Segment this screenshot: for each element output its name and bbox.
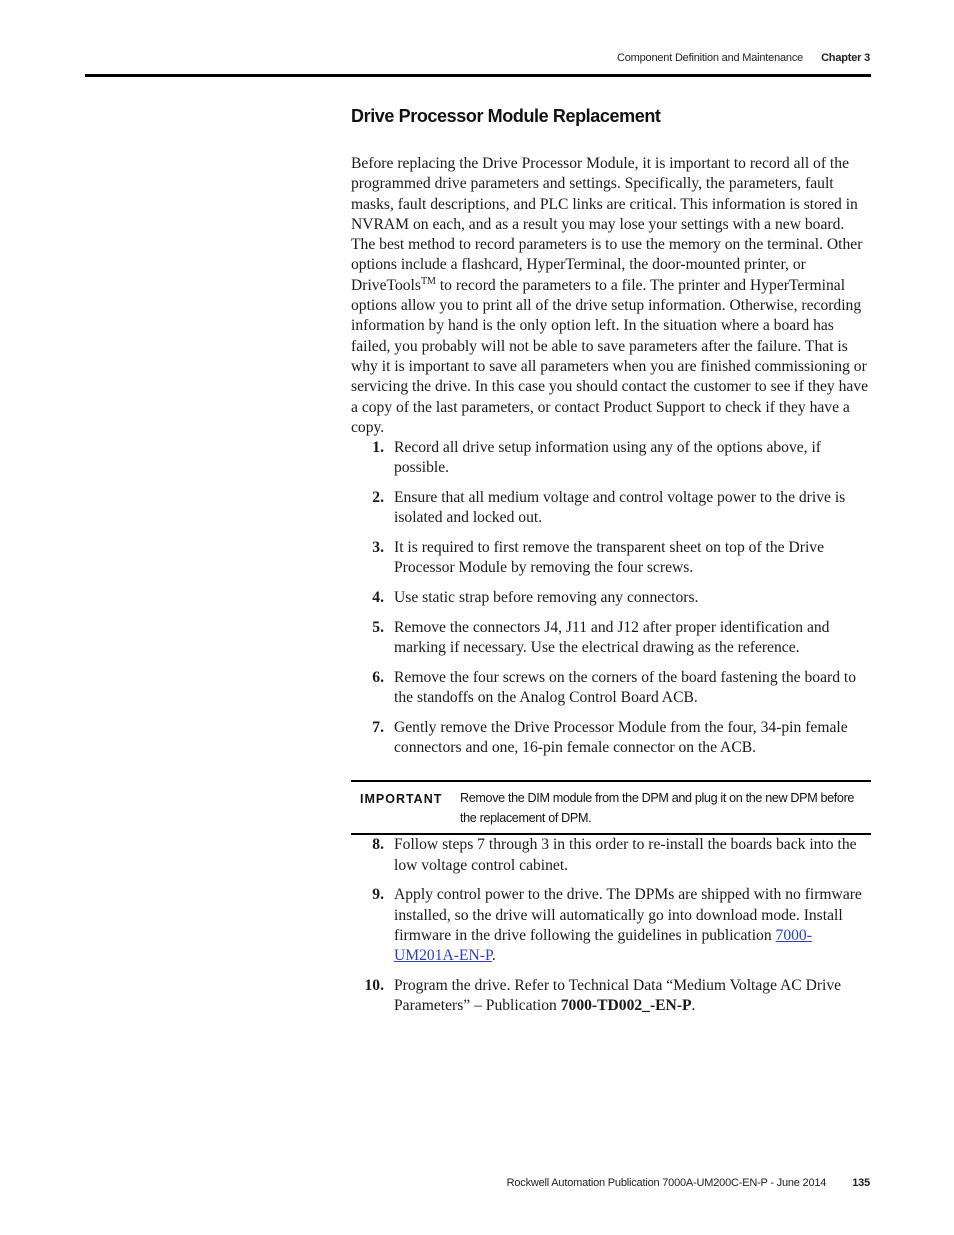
step-text: Use static strap before removing any connectors. bbox=[394, 589, 699, 607]
step-number: 4. bbox=[372, 589, 384, 607]
running-header bbox=[617, 52, 870, 64]
step-number: 3. bbox=[372, 539, 384, 557]
footer-publication: Rockwell Automation Publication 7000A-UM200C-EN-P - June 2014 bbox=[506, 1177, 827, 1189]
step-number: 5. bbox=[372, 618, 384, 636]
intro-text-part2: to record the parameters to a file. The printer and HyperTerminal options allow you to print all of the drive setup information. Otherwise, recording information by hand is the only option left. In the situation where a board has failed, you probably will not be able to save parameters after the failure. That is why it is important to save all parameters when you are finished commissioning or servicing the drive. In this case you should contact the customer to see if they have a copy of the last parameters, or contact Product Support to check if they have a copy. bbox=[351, 276, 869, 436]
list-item bbox=[351, 718, 871, 759]
list-item bbox=[351, 835, 871, 876]
publication-number: 7000-TD002_-EN-P bbox=[560, 997, 692, 1015]
list-item bbox=[351, 488, 871, 529]
step-number: 6. bbox=[372, 668, 384, 686]
page-footer bbox=[507, 1177, 870, 1189]
main-content bbox=[351, 154, 871, 1026]
header-chapter: Chapter 3 bbox=[821, 52, 870, 64]
list-item bbox=[351, 668, 871, 709]
step-number: 1. bbox=[372, 439, 384, 457]
trademark-mark: TM bbox=[420, 275, 436, 287]
step-text-end: . bbox=[491, 947, 496, 965]
step-text: It is required to first remove the transparent sheet on top of the Drive Processor Module by removing the four screws. bbox=[394, 539, 824, 577]
important-label: IMPORTANT bbox=[360, 792, 443, 807]
list-item bbox=[351, 618, 871, 659]
step-text: Ensure that all medium voltage and control voltage power to the drive is isolated and locked out. bbox=[394, 489, 846, 527]
intro-paragraph bbox=[351, 154, 871, 438]
section-title: Drive Processor Module Replacement bbox=[351, 106, 661, 126]
step-text-end: . bbox=[691, 997, 696, 1015]
step-number: 10. bbox=[364, 976, 384, 994]
list-item bbox=[351, 538, 871, 579]
step-text: Record all drive setup information using any of the options above, if possible. bbox=[394, 439, 822, 477]
procedure-steps-list-continued bbox=[351, 835, 871, 1016]
list-item bbox=[351, 438, 871, 479]
list-item bbox=[351, 885, 871, 966]
step-text: Gently remove the Drive Processor Module from the four, 34-pin female connectors and one, 16-pin female connector on the ACB. bbox=[394, 718, 848, 757]
publication-link[interactable]: 7000-UM201A-EN-P bbox=[394, 926, 812, 965]
step-number: 8. bbox=[372, 836, 384, 854]
step-number: 2. bbox=[372, 489, 384, 507]
header-rule bbox=[85, 74, 871, 77]
important-text: Remove the DIM module from the DPM and plug it on the new DPM before the replacement of DPM. bbox=[460, 791, 855, 826]
step-text: Apply control power to the drive. The DPMs are shipped with no firmware installed, so the drive will automatically go into download mode. Install firmware in the drive following the guidelines in publication bbox=[394, 886, 862, 944]
procedure-steps-list bbox=[351, 438, 871, 758]
intro-text-part1: Before replacing the Drive Processor Module, it is important to record all of the programmed drive parameters and settings. Specifically, the parameters, fault masks, fault descriptions, and PLC links are critical. This information is stored in NVRAM on each, and as a result you may lose your settings with a new board. The best method to record parameters is to use the memory on the terminal. Other options include a flashcard, HyperTerminal, the door-mounted printer, or DriveTools bbox=[351, 155, 863, 294]
step-text: Remove the connectors J4, J11 and J12 after proper identification and marking if necessary. Use the electrical drawing as the reference. bbox=[394, 618, 830, 657]
step-number: 9. bbox=[372, 886, 384, 904]
list-item bbox=[351, 588, 871, 608]
header-section-title: Component Definition and Maintenance bbox=[617, 52, 804, 64]
step-text: Program the drive. Refer to Technical Data “Medium Voltage AC Drive Parameters” – Publication bbox=[394, 976, 842, 1015]
step-number: 7. bbox=[372, 718, 384, 736]
important-callout bbox=[351, 780, 871, 835]
step-text: Follow steps 7 through 3 in this order to re-install the boards back into the low voltage control cabinet. bbox=[394, 836, 857, 874]
list-item bbox=[351, 976, 871, 1017]
page-number: 135 bbox=[852, 1177, 870, 1189]
step-text: Remove the four screws on the corners of the board fastening the board to the standoffs on the Analog Control Board ACB. bbox=[394, 668, 857, 707]
